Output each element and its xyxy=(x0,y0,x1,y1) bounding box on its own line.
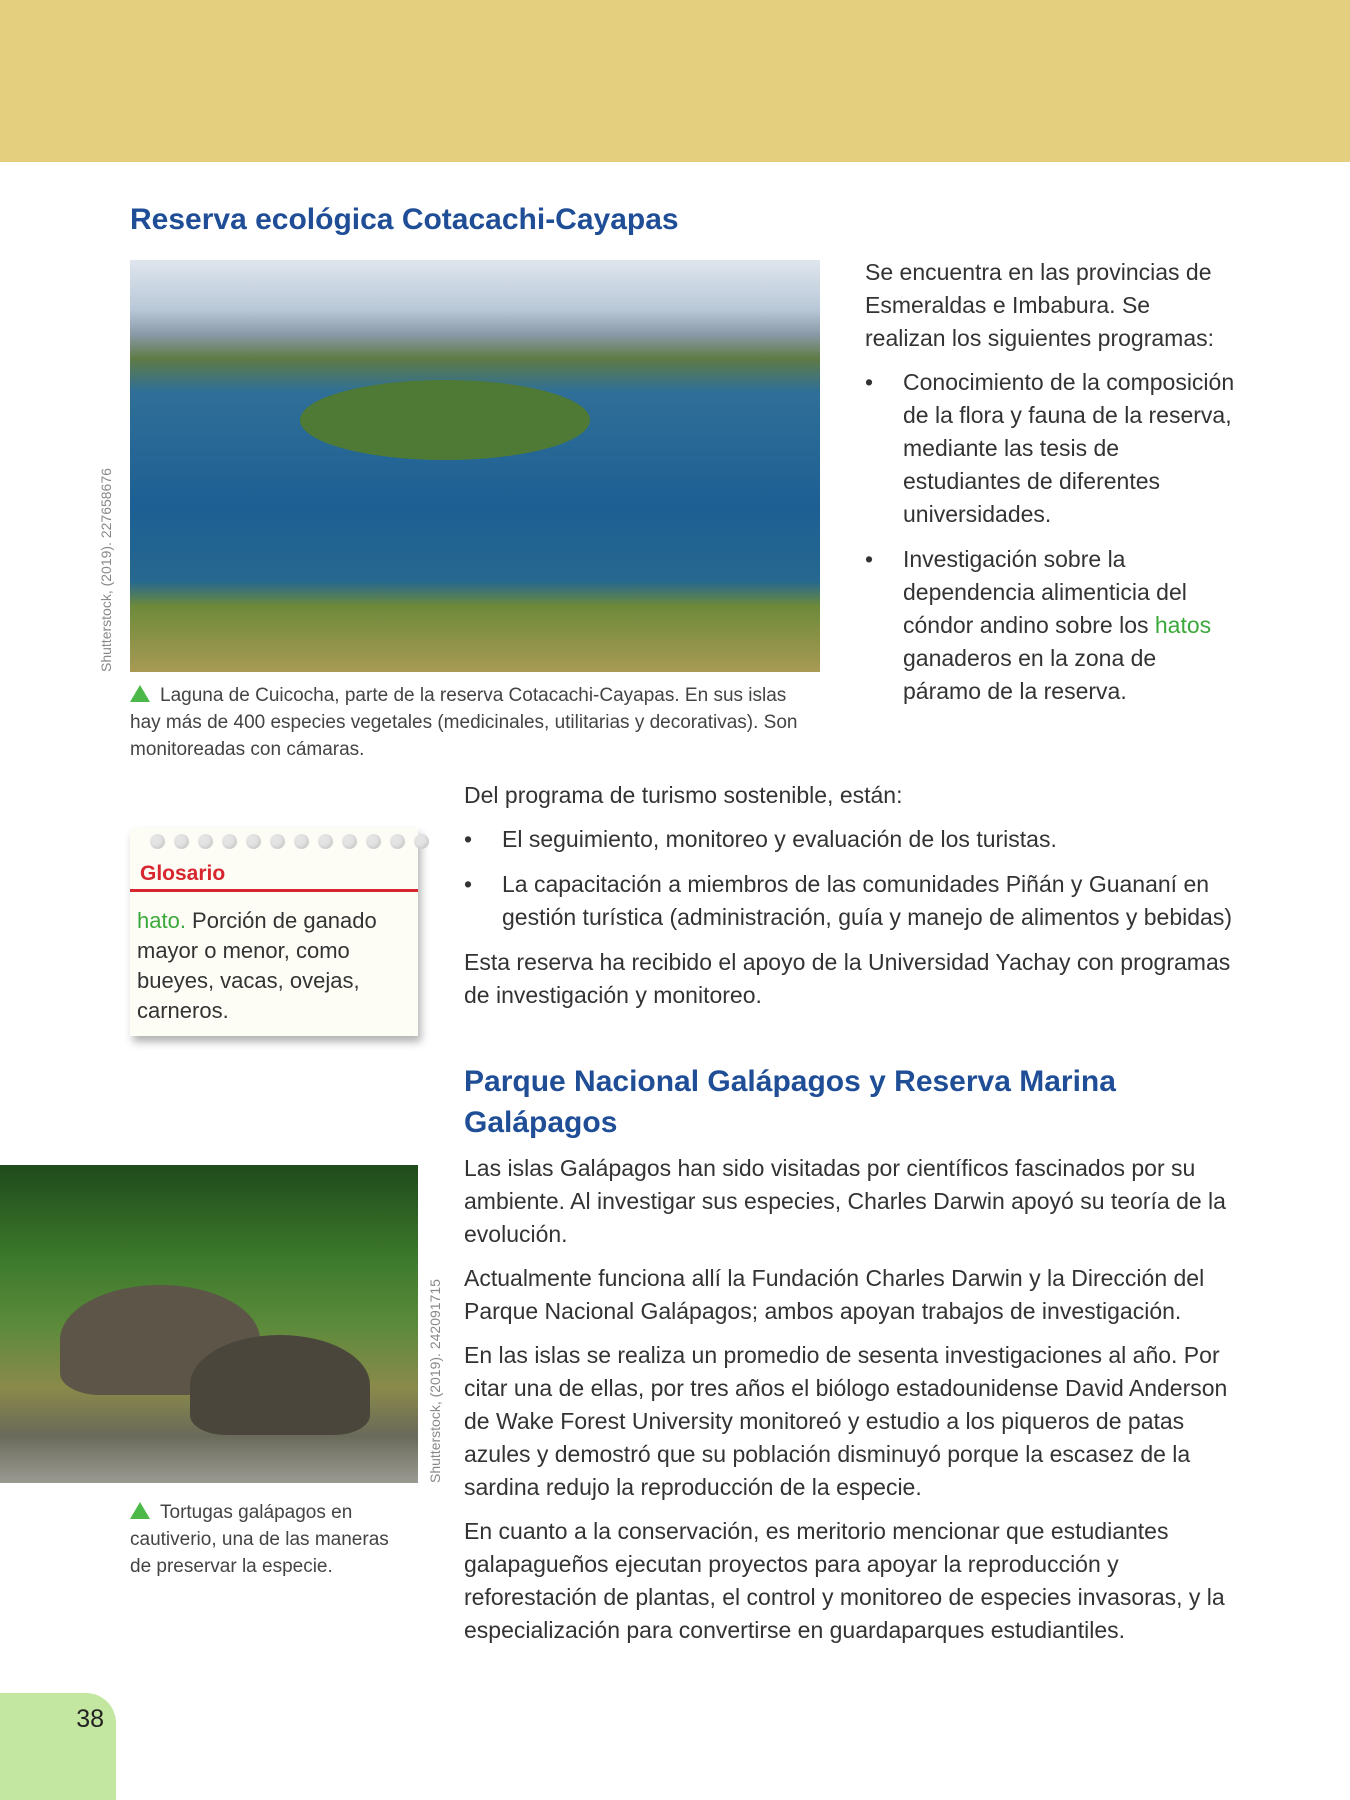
paragraph: Las islas Galápagos han sido visitadas por científicos fascinados por su ambiente. Al investigar sus especies, Charles Darwin apoyó su teoría de la evolución. xyxy=(464,1155,1226,1247)
page-number-tab xyxy=(0,1693,116,1800)
paragraph: Actualmente funciona allí la Fundación Charles Darwin y la Dirección del Parque Nacional Galápagos; ambos apoyan trabajos de investigación. xyxy=(464,1265,1205,1324)
caption-text: Laguna de Cuicocha, parte de la reserva Cotacachi-Cayapas. En sus islas hay más de 400 especies vegetales (medicinales, utilitarias y decorativas). Son monitoreadas con cámaras. xyxy=(130,685,798,760)
section-title-cotacachi: Reserva ecológica Cotacachi-Cayapas xyxy=(130,203,679,236)
triangle-icon xyxy=(130,1502,150,1519)
paragraph: En cuanto a la conservación, es meritorio mencionar que estudiantes galapagueños ejecutan proyectos para apoyar la reproducción y reforestación de plantas, el control y monitoreo de especies invasoras, y la especialización para convertirse en guardaparques estudiantiles. xyxy=(464,1518,1225,1643)
galapagos-text xyxy=(464,1152,1234,1658)
program-bullet: • Conocimiento de la composición de la flora y fauna de la reserva, mediante las tesis de estudiantes de diferentes universidades. xyxy=(865,366,1235,531)
tortoise-photo xyxy=(0,1165,418,1483)
tortoise xyxy=(190,1335,370,1435)
glossary-divider xyxy=(130,889,418,892)
header-band xyxy=(0,0,1350,162)
glossary-box xyxy=(130,828,418,1036)
section-title-galapagos: Parque Nacional Galápagos y Reserva Marina Galápagos xyxy=(464,1065,1116,1139)
closing-text: Esta reserva ha recibido el apoyo de la Universidad Yachay con programas de investigación y monitoreo. xyxy=(464,949,1231,1008)
island xyxy=(300,380,590,460)
caption-text: Tortugas galápagos en cautiverio, una de las maneras de preservar la especie. xyxy=(130,1502,389,1577)
tourism-item: • La capacitación a miembros de las comunidades Piñán y Guananí en gestión turística (administración, guía y manejo de alimentos y bebidas) xyxy=(464,868,1234,934)
glossary-entry: hato. Porción de ganado mayor o menor, como bueyes, vacas, ovejas, carneros. xyxy=(137,908,377,1023)
lake-caption xyxy=(130,682,820,763)
tortoise-caption xyxy=(130,1499,415,1580)
tourism-item: • El seguimiento, monitoreo y evaluación de los turistas. xyxy=(464,823,1234,856)
spiral-binding xyxy=(150,834,429,849)
intro-text: Se encuentra en las provincias de Esmeraldas e Imbabura. Se realizan los siguientes programas: xyxy=(865,259,1215,351)
lake-photo xyxy=(130,260,820,672)
image-credit: Shutterstock, (2019). 242091715 xyxy=(427,1279,443,1483)
image-credit: Shutterstock, (2019). 227658676 xyxy=(98,468,114,672)
glossary-term-link[interactable]: hatos xyxy=(1154,612,1212,638)
triangle-icon xyxy=(130,685,150,702)
tourism-intro: Del programa de turismo sostenible, están: xyxy=(464,782,903,808)
right-column xyxy=(865,256,1235,720)
glossary-title: Glosario xyxy=(140,862,226,885)
page-number: 38 xyxy=(76,1705,104,1733)
program-bullet: • Investigación sobre la dependencia alimenticia del cóndor andino sobre los hatos ganaderos en la zona de páramo de la reserva. xyxy=(865,543,1235,708)
paragraph: En las islas se realiza un promedio de sesenta investigaciones al año. Por citar una de ellas, por tres años el biólogo estadounidense David Anderson de Wake Forest University monitoreó y estudio a los piqueros de patas azules y demostró que su población disminuyó porque la escasez de la sardina redujo la reproducción de la especie. xyxy=(464,1342,1228,1500)
tourism-block xyxy=(464,779,1234,1023)
